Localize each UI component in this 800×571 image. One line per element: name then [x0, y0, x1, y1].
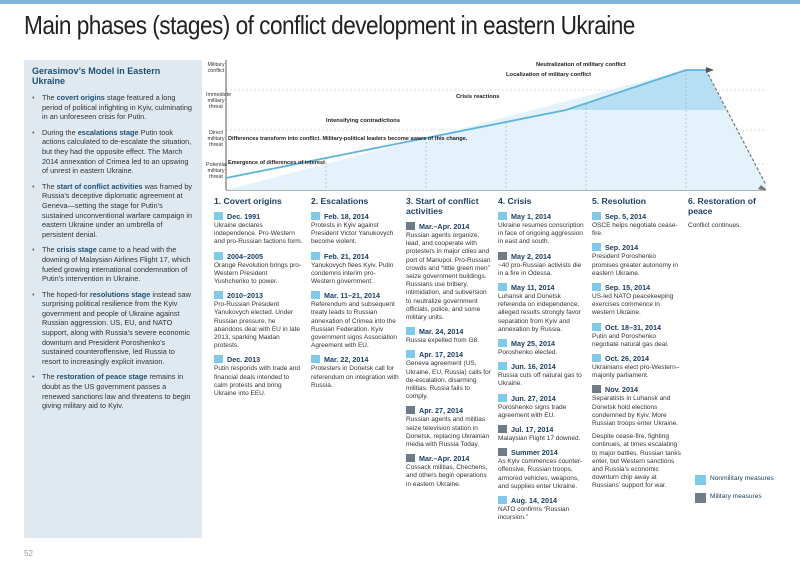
- timeline-event: [406, 327, 492, 345]
- bullet-text: The: [42, 93, 57, 102]
- y-level-label: Direct military threat: [207, 130, 225, 148]
- event-date: Oct. 18–31, 2014: [592, 323, 682, 332]
- stage-column: [406, 196, 492, 494]
- bullet-text: was framed by Russia’s deceptive diplomatic agreement at Geneva—setting the stage for Putin’s sustained unconventional warfare campaign in eastern Ukraine under an umbrella of persistent denial.: [42, 181, 193, 239]
- bullet-keyword: covert origins: [56, 93, 105, 102]
- graph-annotation: Neutralization of military conflict: [536, 62, 626, 68]
- event-text: Pro-Russian President Yanukovych elected. Under Russian pressure, he abandons deal with EU in late 2013, sparking Maidan protests.: [214, 301, 301, 350]
- graph-annotation: Intensifying contradictions: [326, 118, 401, 124]
- bullet-text: Putin took actions calculated to de-escalate the situation, but they had the opposite effect. The March 2014 annexation of Crimea led to an upswing of unrest in eastern Ukraine.: [42, 127, 192, 176]
- timeline-event: [688, 222, 776, 230]
- event-text: Cossack militias, Chechens, and others begin operations in eastern Ukraine.: [406, 464, 488, 488]
- sidebar-bullet: [32, 182, 194, 240]
- y-level-label: Immediate military threat: [206, 92, 232, 110]
- y-level-label: Military conflict: [207, 62, 225, 74]
- bullet-keyword: escalations stage: [77, 127, 139, 137]
- timeline-event: [592, 212, 682, 238]
- event-date: Jul. 17, 2014: [498, 425, 586, 434]
- event-date: Sep. 5, 2014: [592, 212, 682, 221]
- event-date: May 25, 2014: [498, 339, 586, 348]
- event-text: Russia cuts off natural gas to Ukraine.: [498, 372, 582, 388]
- event-date: May 11, 2014: [498, 283, 586, 292]
- legend: [695, 475, 777, 511]
- event-text: Poroshenko signs trade agreement with EU.: [498, 403, 567, 419]
- timeline-event: [311, 252, 399, 287]
- event-date: 2004–2005: [214, 252, 304, 261]
- sidebar-bullet: [32, 372, 194, 410]
- timeline-event: [214, 291, 304, 350]
- event-date: Apr. 27, 2014: [406, 406, 492, 415]
- timeline-event: [498, 496, 586, 522]
- event-text: Ukraine declares independence. Pro-Western and pro-Russian factions form.: [214, 222, 303, 246]
- timeline-event: [498, 448, 586, 491]
- event-text: Protesters in Donetsk call for referendum on integration with Russia.: [311, 365, 399, 389]
- event-text: Orange Revolution brings pro-Western President Yushchenko to power.: [214, 261, 302, 286]
- sidebar-panel: [24, 60, 202, 538]
- event-text: Despite cease-fire, fighting continues, at times escalating to major battles. Russian tanks enter, but Western sanctions and Russia’s economic downturn chip away at Russians’ support for war.: [592, 433, 681, 490]
- stage-heading: 2. Escalations: [311, 196, 369, 206]
- event-text: NATO confirms “Russian incursion.”: [498, 506, 570, 522]
- event-text: Referendum and subsequent treaty leads to Russian annexation of Crimea into the Russian Federation. Kyiv government signs Association Agreement with EU.: [311, 301, 397, 350]
- timeline-event: [406, 222, 492, 322]
- stage-column: [214, 196, 304, 403]
- timeline-event: [498, 394, 586, 420]
- bullet-text: The: [42, 372, 57, 382]
- timeline-event: [592, 433, 682, 490]
- stage-column: [311, 196, 399, 395]
- timeline-event: [214, 252, 304, 287]
- event-date: Oct. 26, 2014: [592, 354, 682, 363]
- event-text: President Poroshenko promises greater autonomy in eastern Ukraine.: [592, 253, 678, 277]
- timeline-event: [592, 354, 682, 380]
- timeline-event: [592, 243, 682, 278]
- timeline-event: [311, 291, 399, 350]
- event-text: Ukrainians elect pro-Western–majority parliament.: [592, 364, 680, 380]
- escalation-diagram: [206, 60, 766, 192]
- timeline-event: [498, 339, 586, 357]
- event-date: Sep. 15, 2014: [592, 283, 682, 292]
- timeline-event: [498, 425, 586, 443]
- stage-column: [688, 196, 776, 235]
- stage-heading: 3. Start of conflict activities: [406, 196, 479, 216]
- bullet-text: The hoped-for: [42, 289, 90, 299]
- event-date: Jun. 27, 2014: [498, 394, 586, 403]
- event-text: Geneva agreement (US, Ukraine, EU, Russia) calls for de-escalation, disarming militias. Russia fails to comply.: [406, 360, 491, 401]
- timeline-event: [498, 283, 586, 334]
- event-date: Apr. 17, 2014: [406, 350, 492, 359]
- event-text: Putin responds with trade and financial deals intended to calm protests and bring Ukraine into EEU.: [214, 365, 300, 398]
- event-date: Dec. 2013: [214, 355, 304, 364]
- timeline-event: [406, 350, 492, 401]
- event-text: Putin and Poroshenko negotiate natural gas deal.: [592, 332, 669, 348]
- stage-column: [592, 196, 682, 496]
- event-date: 2010–2013: [214, 291, 304, 300]
- event-text: Yanukovych flees Kyiv. Putin condemns interim pro-Western government.: [311, 261, 394, 286]
- event-text: Conflict continues.: [688, 222, 742, 229]
- bullet-keyword: crisis stage: [56, 245, 97, 255]
- arrowhead: [706, 67, 714, 73]
- event-date: Mar. 11–21, 2014: [311, 291, 399, 300]
- event-date: Summer 2014: [498, 448, 586, 457]
- event-text: OSCE helps negotiate cease-fire.: [592, 222, 678, 238]
- event-date: Sep. 2014: [592, 243, 682, 252]
- page-number: 52: [24, 549, 33, 558]
- event-text: US-led NATO peacekeeping exercises commence in western Ukraine.: [592, 293, 674, 317]
- event-text: Russian agents organize, lead, and cooperate with protesters in major cities and port of Mariupol. Pro-Russian crowds and “little green men” seize government buildings. Russians use bribery, intimidation, and subversion to neutralize government officials, police, and some military units.: [406, 232, 491, 322]
- timeline-event: [311, 355, 399, 390]
- event-date: Mar.–Apr. 2014: [406, 454, 492, 463]
- event-date: Mar. 22, 2014: [311, 355, 399, 364]
- page-title: Main phases (stages) of conflict development in eastern Ukraine: [24, 10, 635, 40]
- top-accent-bar: [0, 0, 800, 4]
- sidebar-bullet: [32, 93, 194, 122]
- bullet-text: stage featured a long period of political infighting in Kyiv, culminating in an unforeseen crisis for Putin.: [42, 93, 192, 122]
- event-date: Feb. 21, 2014: [311, 252, 399, 261]
- timeline-event: [592, 385, 682, 428]
- timeline-event: [592, 323, 682, 349]
- bullet-text: The: [42, 181, 57, 191]
- timeline-event: [498, 212, 586, 247]
- stage-heading: 1. Covert origins: [214, 196, 282, 206]
- y-level-label: Potential military threat: [206, 162, 227, 180]
- bullet-text: The: [42, 245, 57, 255]
- bullet-text: During the: [42, 127, 78, 137]
- legend-swatch: [695, 475, 706, 485]
- stage-heading: 4. Crisis: [498, 196, 532, 206]
- timeline-event: [498, 362, 586, 388]
- sidebar-heading: Gerasimov’s Model in Eastern Ukraine: [32, 66, 161, 86]
- event-date: Nov. 2014: [592, 385, 682, 394]
- sidebar-bullet: [32, 128, 194, 176]
- event-text: Protests in Kyiv against President Victor Yanukovych become violent.: [311, 222, 394, 246]
- bullet-keyword: restoration of peace stage: [56, 372, 148, 382]
- bullet-keyword: resolutions stage: [89, 289, 151, 299]
- event-date: Jun. 16, 2014: [498, 362, 586, 371]
- timeline-event: [592, 283, 682, 318]
- event-text: ~40 pro-Russian activists die in a fire in Odessa.: [498, 261, 582, 277]
- event-date: May 2, 2014: [498, 252, 586, 261]
- sidebar-bullet: [32, 245, 194, 283]
- legend-label: Nonmilitary measures: [710, 475, 774, 482]
- bullet-keyword: start of conflict activities: [56, 181, 143, 191]
- graph-annotation: Differences transform into conflict. Military-political leaders become aware of this change.: [228, 136, 468, 142]
- event-date: Dec. 1991: [214, 212, 304, 221]
- sidebar-list: [32, 93, 194, 411]
- bullet-text: remains in doubt as the US government passes a renewed sanctions law and threatens to begin giving military aid to Kyiv.: [42, 372, 191, 411]
- event-text: Ukraine resumes conscription in face of ongoing aggression in east and south.: [498, 222, 584, 246]
- timeline-event: [214, 355, 304, 398]
- sidebar-bullet: [32, 290, 194, 367]
- timeline-event: [311, 212, 399, 247]
- event-text: Malaysian Flight 17 downed.: [498, 435, 581, 443]
- event-text: Luhansk and Donetsk referenda on independence; alleged results strongly favor separation from Kyiv and annexation by Russia.: [498, 293, 581, 333]
- event-date: Aug. 14, 2014: [498, 496, 586, 505]
- timeline-event: [406, 454, 492, 489]
- event-text: Poroshenko elected.: [498, 349, 558, 357]
- stage-heading: 6. Restoration of peace: [688, 196, 756, 216]
- graph-annotation: Emergence of differences of interest: [228, 160, 325, 166]
- event-text: As Kyiv commences counter-offensive, Russian troops, armored vehicles, weapons, and supplies enter Ukraine.: [498, 458, 583, 490]
- event-text: Russian agents and militias seize television station in Donetsk, replacing Ukrainian media with Russia Today.: [406, 416, 490, 449]
- stage-heading: 5. Resolution: [592, 196, 646, 206]
- event-date: Mar.–Apr. 2014: [406, 222, 492, 231]
- legend-label: Military measures: [710, 493, 762, 500]
- stage-column: [498, 196, 586, 527]
- event-date: May 1, 2014: [498, 212, 586, 221]
- event-text: Separatists in Luhansk and Donetsk hold elections condemned by Kyiv. More Russian troops enter Ukraine.: [592, 395, 678, 428]
- bullet-text: came to a head with the downing of Malaysian Airlines Flight 17, which fueled growing international condemnation of Putin’s intervention in Ukraine.: [42, 245, 191, 284]
- event-date: Feb. 18, 2014: [311, 212, 399, 221]
- graph-annotation: Localization of military conflict: [506, 72, 592, 78]
- legend-item-nonmilitary: [695, 475, 777, 485]
- legend-swatch: [695, 493, 706, 503]
- graph-annotation: Crisis reactions: [456, 94, 500, 100]
- event-text: Russia expelled from G8.: [406, 337, 479, 345]
- timeline-event: [214, 212, 304, 247]
- legend-item-military: [695, 493, 777, 503]
- timeline-event: [498, 252, 586, 278]
- timeline-event: [406, 406, 492, 449]
- event-date: Mar. 24, 2014: [406, 327, 492, 336]
- bullet-text: instead saw surprising political resilience from the Kyiv government and people of Ukraine against Russian aggression. US, EU, and NATO support, along with Russia’s severe economic downturn and President Poroshenko’s sustained counteroffensive, led Russia to resort to increasingly explicit invasion.: [42, 289, 191, 366]
